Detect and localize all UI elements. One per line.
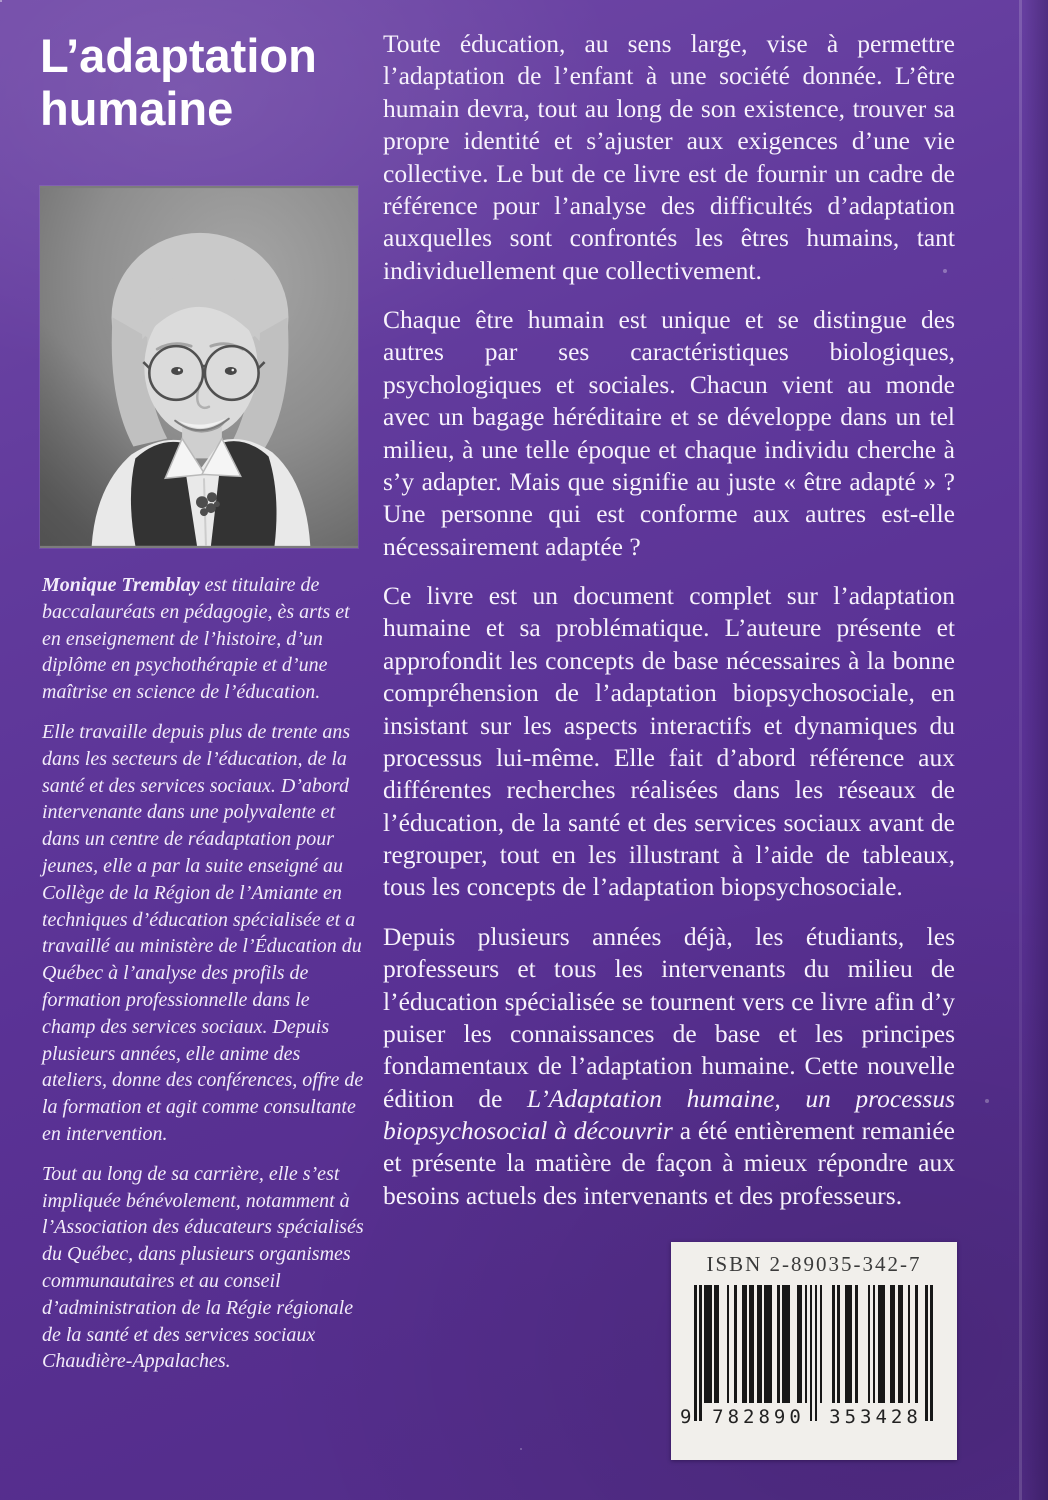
barcode-bar [930, 1285, 933, 1421]
paragraph [383, 28, 955, 287]
book-title-line1: L’adaptation [40, 29, 317, 82]
text-segment: Depuis plusieurs années déjà, les étudiants, les professeurs et tous les intervenants du milieu de l’éducation spécialisée se tournent vers ce livre afin d’y puiser les connaissances de base et les principes fondamentaux de l’adaptation humaine. Cette nouvelle édition de [383, 921, 955, 1113]
dust-specks [0, 0, 2, 2]
text-segment: Elle travaille depuis plus de trente ans dans les secteurs de l’éducation, de la santé et des services sociaux. D’abord intervenante dans une polyvalente et dans un centre de réadaptation pour jeunes, elle a par la suite enseigné au Collège de la Région de l’Amiante en techniques d’éducation spécialisée et a travaillé au ministère de l’Éducation du Québec à l’analyse des profils de formation professionnelle dans le champ des services sociaux. Depuis plusieurs années, elle anime des ateliers, donne des conférences, offre de la formation et agit comme consultante en intervention. [42, 720, 364, 1145]
paragraph [383, 580, 955, 904]
face [142, 273, 260, 437]
paragraph [383, 921, 955, 1212]
barcode-digit-group1: 782890 [712, 1406, 805, 1428]
cover-crease [1019, 0, 1022, 1500]
barcode-digit-group2: 353428 [829, 1406, 922, 1428]
text-segment: L’Adaptation humaine, un processus biopsychosocial à découvrir [383, 1083, 956, 1145]
barcode-bars [694, 1285, 934, 1403]
paragraph [42, 1161, 364, 1375]
barcode-digits [680, 1406, 934, 1428]
isbn-box [671, 1242, 957, 1460]
text-segment: est titulaire de baccalauréats en pédagogie, ès arts et en enseignement de l’histoire, d’un diplôme en psychothérapie et d’une maîtrise en science de l’éducation. [42, 574, 350, 704]
text-segment: Toute éducation, au sens large, vise à permettre l’adaptation de l’enfant à une société donnée. L’être humain devra, tout au long de son existence, trouver sa propre identité et s’ajuster aux exigences d’une vie collective. Le but de ce livre est de fournir un cadre de référence pour l’analyse des difficultés d’adaptation auxquelles sont confrontés les êtres humains, tant individuellement que collectivement. [383, 29, 955, 285]
text-segment: a été entièrement remaniée et présente la matière de façon à mieux répondre aux besoins actuels des intervenants et des professeurs. [383, 1116, 955, 1210]
author-portrait-illustration [40, 186, 358, 548]
barcode [680, 1285, 934, 1428]
text-segment: Chaque être humain est unique et se distingue des autres par ses caractéristiques biologiques, psychologiques et sociales. Chacun vient au monde avec un bagage héréditaire et se développe dans un tel milieu, à une telle époque et chaque individu cherche à s’y adapter. Mais que signifie au juste « être adapté » ? Une personne qui est conforme aux autres est-elle nécessairement adaptée ? [383, 305, 955, 561]
paragraph [42, 719, 364, 1148]
isbn-label: ISBN 2-89035-342-7 [706, 1252, 922, 1276]
text-segment: Monique Tremblay [42, 574, 200, 596]
author-photo [40, 186, 358, 548]
author-bio [42, 572, 364, 1388]
paragraph [383, 304, 955, 563]
synopsis [383, 28, 955, 1229]
book-title [40, 30, 370, 135]
text-segment: Ce livre est un document complet sur l’adaptation humaine et sa problématique. L’auteure présente et approfondit les concepts de base nécessaires à la bonne compréhension de l’adaptation biopsychosociale, en insistant sur les aspects interactifs et dynamiques du processus lui-même. Elle fait d’abord référence aux différentes recherches réalisées dans les réseaux de l’éducation, de la santé et des services sociaux avant de regrouper, tout en les illustrant à l’aide de tableaux, tous les concepts de l’adaptation biopsychosociale. [383, 581, 955, 902]
paragraph [42, 572, 364, 706]
cover-edge-shadow [1024, 0, 1048, 1500]
barcode-digit-first: 9 [680, 1406, 692, 1428]
text-segment: Tout au long de sa carrière, elle s’est impliquée bénévolement, notamment à l’Association des éducateurs spécialisés du Québec, dans plusieurs organismes communautaires et au conseil d’administration de la Régie régionale de la santé et des services sociaux Chaudière-Appalaches. [42, 1162, 364, 1373]
book-title-line2: humaine [40, 81, 234, 135]
